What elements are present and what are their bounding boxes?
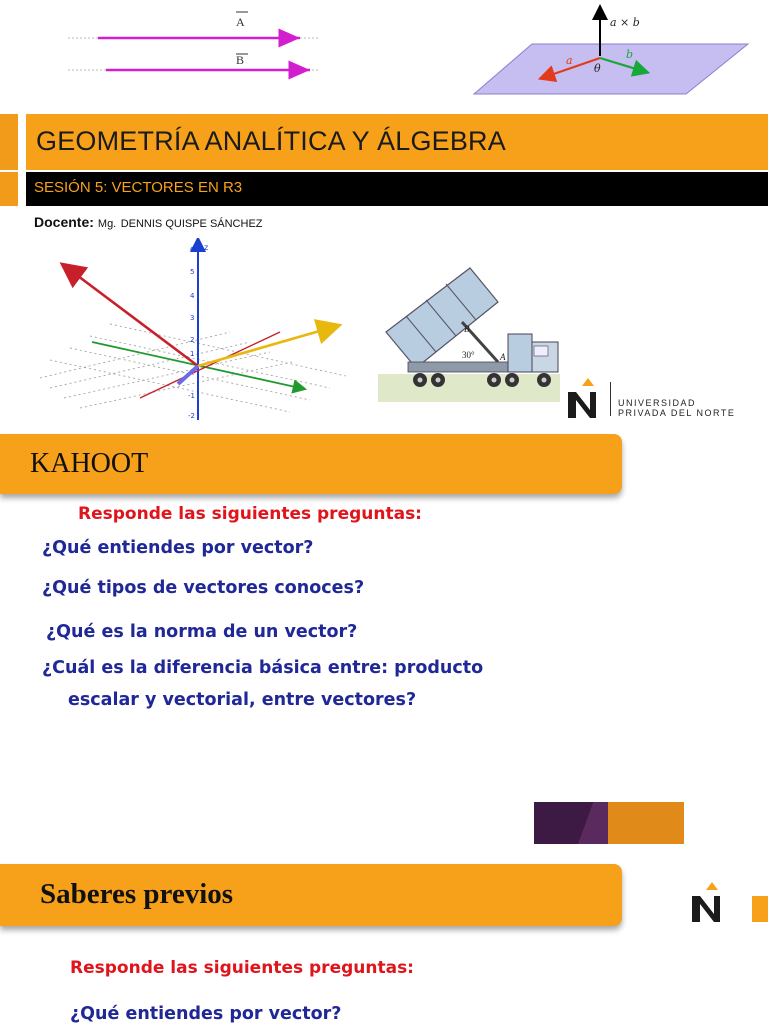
axis-z-label: z [204, 243, 209, 252]
kahoot-question-3: ¿Qué es la norma de un vector? [46, 622, 358, 642]
cross-product-plane-figure [470, 4, 768, 100]
title-band [0, 114, 768, 170]
saberes-heading-bar [0, 864, 622, 926]
saberes-question-1: ¿Qué entiendes por vector? [70, 1004, 342, 1024]
axis-tick-neg1: -1 [188, 392, 195, 400]
plane-a-label: a [566, 54, 573, 67]
kahoot-question-4-cont: escalar y vectorial, entre vectores? [68, 690, 417, 710]
plane-b-label: b [626, 48, 634, 61]
upn-n-icon [562, 376, 606, 420]
axis-tick-6: 6 [190, 246, 195, 254]
decorative-corner-block [534, 802, 684, 844]
kahoot-heading: KAHOOT [30, 448, 149, 479]
vector-b-label: B [236, 53, 245, 67]
session-band [0, 172, 768, 206]
session-title: SESIÓN 5: VECTORES EN R3 [34, 179, 243, 196]
docente-name: DENNIS QUISPE SÁNCHEZ [120, 218, 263, 230]
3d-axes-figure [30, 238, 360, 424]
dump-truck-figure [378, 238, 560, 402]
kahoot-heading-bar [0, 434, 622, 494]
axis-tick-4: 4 [190, 292, 195, 300]
course-title: GEOMETRÍA ANALÍTICA Y ÁLGEBRA [36, 126, 506, 156]
slide-cover [0, 0, 768, 428]
truck-b-label: B [464, 324, 470, 334]
axis-tick-5: 5 [190, 268, 195, 276]
saberes-heading: Saberes previos [40, 878, 234, 910]
slide-kahoot [0, 428, 768, 856]
kahoot-question-4: ¿Cuál es la diferencia básica entre: producto [42, 658, 484, 678]
docente-line [34, 214, 263, 232]
decorative-orange [608, 802, 684, 844]
axis-tick-1: 1 [190, 350, 195, 358]
truck-a-label: A [500, 352, 506, 362]
kahoot-question-1: ¿Qué entiendes por vector? [42, 538, 314, 558]
upn-n-icon [686, 880, 730, 926]
axis-tick-2: 2 [190, 336, 195, 344]
logo-divider [610, 382, 611, 416]
plane-theta-label: θ [594, 62, 601, 75]
kahoot-question-2: ¿Qué tipos de vectores conoces? [42, 578, 365, 598]
axis-tick-3: 3 [190, 314, 195, 322]
cross-product-label: a × b [610, 16, 640, 29]
orange-side-tab [752, 896, 768, 922]
slide-saberes-previos [0, 856, 768, 1024]
axis-tick-neg2: -2 [188, 412, 195, 420]
truck-angle-label: 30° [462, 350, 475, 360]
docente-label: Docente: [34, 214, 94, 230]
session-left-accent [0, 172, 18, 206]
docente-prefix: Mg. [97, 218, 117, 230]
kahoot-intro: Responde las siguientes preguntas: [78, 504, 422, 524]
parallel-vectors-figure [68, 4, 328, 82]
university-name-line2: PRIVADA DEL NORTE [618, 408, 736, 418]
vector-a-label: A [236, 15, 245, 29]
university-logo [562, 372, 762, 422]
university-name-line1: UNIVERSIDAD [618, 398, 697, 408]
title-left-accent [0, 114, 18, 170]
saberes-intro: Responde las siguientes preguntas: [70, 958, 414, 978]
